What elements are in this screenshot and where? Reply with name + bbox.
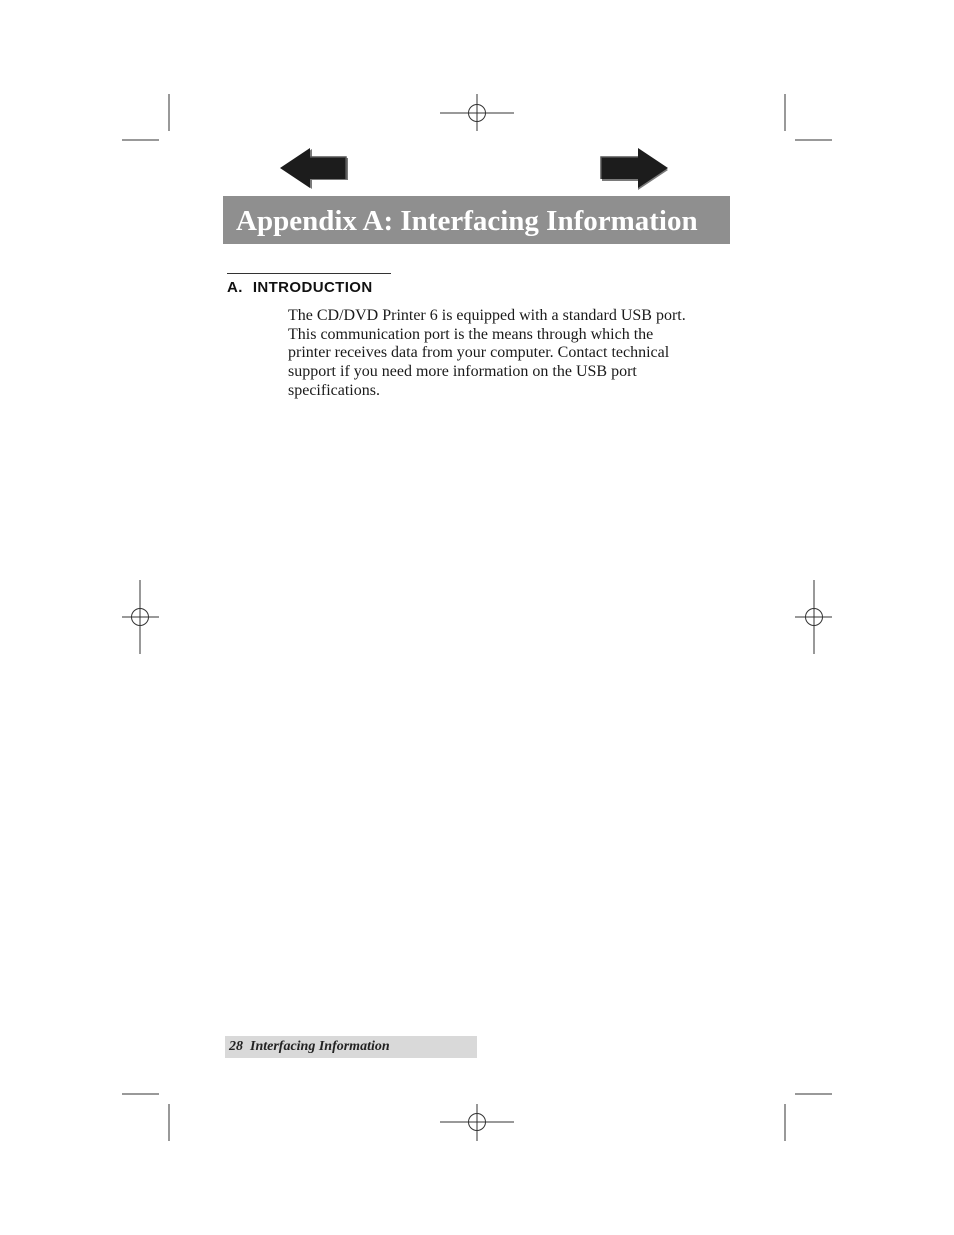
next-page-button[interactable]	[600, 147, 670, 191]
left-arrow-icon	[280, 147, 350, 191]
section-number: A.	[227, 279, 243, 296]
paragraph-line: specifications.	[288, 381, 380, 399]
paragraph-line: The CD/DVD Printer 6 is equipped with a standard USB port.	[288, 307, 686, 324]
paragraph-line: printer receives data from your computer. Contact technical	[288, 344, 670, 362]
paragraph-line: support if you need more information on the USB port	[288, 363, 637, 381]
section-heading	[227, 279, 373, 296]
intro-paragraph	[288, 307, 728, 401]
section-title: INTRODUCTION	[252, 279, 373, 296]
paragraph-line: This communication port is the means through which the	[288, 325, 654, 343]
registration-marks	[122, 94, 832, 1141]
right-arrow-icon	[600, 147, 670, 191]
previous-page-button[interactable]	[280, 147, 350, 191]
page-footer	[225, 1036, 477, 1058]
running-title: Interfacing Information	[250, 1039, 390, 1054]
page-title: Appendix A: Interfacing Information	[236, 205, 698, 237]
title-banner	[223, 196, 730, 244]
section-rule	[227, 273, 391, 274]
page-number: 28	[229, 1039, 243, 1054]
